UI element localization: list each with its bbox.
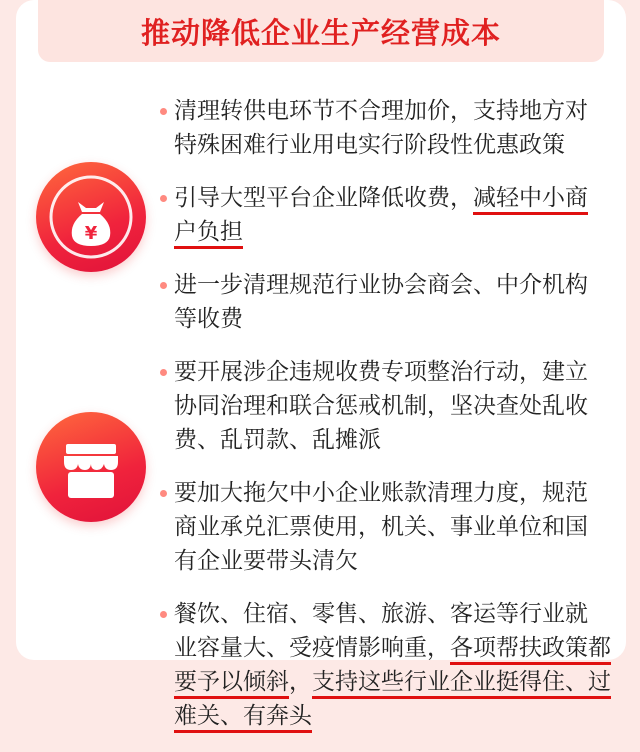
bullet-dot xyxy=(160,108,167,115)
text-segment: 户负担 xyxy=(174,219,243,249)
text-segment: 减轻中小商 xyxy=(473,185,588,215)
list-item-line xyxy=(174,355,620,389)
text-segment: 要加大拖欠中小企业账款清理力度，规范 xyxy=(174,480,588,506)
text-segment: 各项帮扶政策都 xyxy=(450,635,611,665)
money-bag-icon xyxy=(36,162,146,272)
list-item-line xyxy=(174,215,620,249)
text-segment: 清理转供电环节不合理加价，支持地方对 xyxy=(174,98,588,124)
text-segment: 进一步清理规范行业协会商会、中介机构 xyxy=(174,272,588,298)
list-item-line xyxy=(174,423,620,457)
list-item-line xyxy=(174,544,620,578)
bullet-dot xyxy=(160,195,167,202)
list-item-line xyxy=(174,268,620,302)
list-item-line xyxy=(174,631,620,665)
text-segment: 特殊困难行业用电实行阶段性优惠政策 xyxy=(174,132,565,158)
list-item-line xyxy=(174,94,620,128)
text-segment: ， xyxy=(289,669,312,695)
list-item xyxy=(160,597,620,733)
yen-symbol: ¥ xyxy=(84,223,98,244)
text-segment: 支持这些行业企业挺得住、过 xyxy=(312,669,611,699)
bullet-dot xyxy=(160,611,167,618)
bullet-dot xyxy=(160,282,167,289)
list-item xyxy=(160,94,620,162)
list-item-line xyxy=(174,128,620,162)
text-segment: 业容量大、受疫情影响重， xyxy=(174,635,450,661)
list-item-line xyxy=(174,699,620,733)
text-segment: 要予以倾斜 xyxy=(174,669,289,699)
text-segment: 等收费 xyxy=(174,306,243,332)
bullet-dot xyxy=(160,369,167,376)
page-title: 推动降低企业生产经营成本 xyxy=(140,15,501,50)
list-item-line xyxy=(174,181,620,215)
list-item-line xyxy=(174,302,620,336)
list-item-line xyxy=(174,665,620,699)
shop-icon xyxy=(36,412,146,522)
list-item-line xyxy=(174,510,620,544)
text-segment: 有企业要带头清欠 xyxy=(174,548,358,574)
list-item xyxy=(160,355,620,457)
text-segment: 费、乱罚款、乱摊派 xyxy=(174,427,381,453)
list-item-line xyxy=(174,597,620,631)
text-segment: 难关、有奔头 xyxy=(174,703,312,733)
title-bar xyxy=(38,0,604,62)
text-segment: 引导大型平台企业降低收费， xyxy=(174,185,473,211)
list-item xyxy=(160,476,620,578)
policy-list xyxy=(160,94,620,752)
list-item xyxy=(160,268,620,336)
bullet-dot xyxy=(160,490,167,497)
text-segment: 商业承兑汇票使用，机关、事业单位和国 xyxy=(174,514,588,540)
text-segment: 协同治理和联合惩戒机制，坚决查处乱收 xyxy=(174,393,588,419)
text-segment: 要开展涉企违规收费专项整治行动，建立 xyxy=(174,359,588,385)
text-segment: 餐饮、住宿、零售、旅游、客运等行业就 xyxy=(174,601,588,627)
list-item-line xyxy=(174,389,620,423)
list-item xyxy=(160,181,620,249)
list-item-line xyxy=(174,476,620,510)
